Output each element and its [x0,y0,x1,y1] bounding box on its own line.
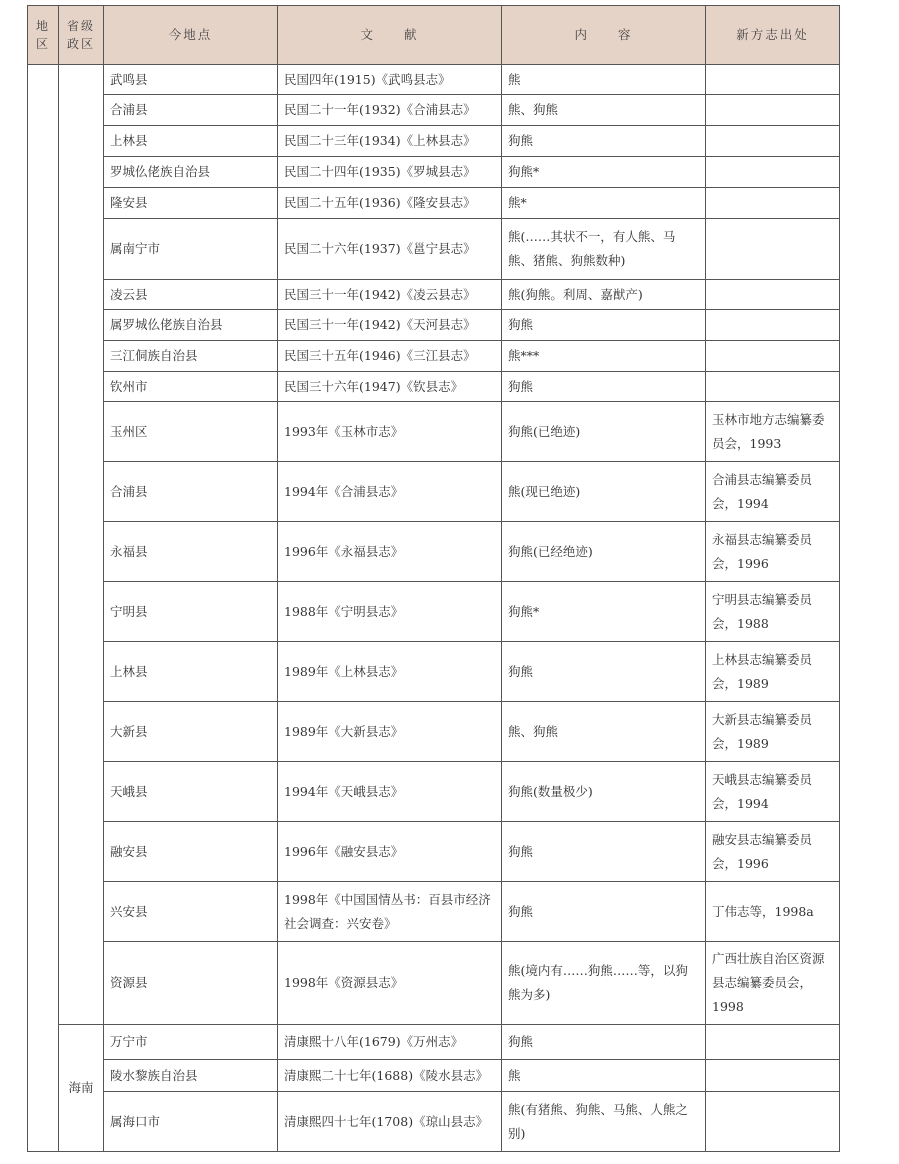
document-cell: 1998年《资源县志》 [278,942,502,1025]
content-cell: 熊、狗熊 [502,702,706,762]
table-row [28,126,840,157]
province-cell [59,65,104,1025]
place-cell: 属南宁市 [104,219,278,280]
document-cell: 清康熙四十七年(1708)《琼山县志》 [278,1092,502,1152]
header-document: 文 献 [278,6,502,65]
table-row [28,762,840,822]
place-cell: 上林县 [104,642,278,702]
header-content: 内 容 [502,6,706,65]
place-cell: 万宁市 [104,1025,278,1060]
content-cell: 狗熊* [502,157,706,188]
content-cell: 狗熊 [502,882,706,942]
header-place: 今地点 [104,6,278,65]
province-cell: 海南 [59,1025,104,1152]
source-cell: 大新县志编纂委员会，1989 [706,702,840,762]
table-row [28,942,840,1025]
source-cell: 宁明县志编纂委员会，1988 [706,582,840,642]
document-cell: 民国二十一年(1932)《合浦县志》 [278,95,502,126]
content-cell: 狗熊(数量极少) [502,762,706,822]
source-cell: 玉林市地方志编纂委员会，1993 [706,402,840,462]
document-cell: 1989年《大新县志》 [278,702,502,762]
document-cell: 1996年《融安县志》 [278,822,502,882]
table-row [28,882,840,942]
document-cell: 民国二十四年(1935)《罗城县志》 [278,157,502,188]
document-cell: 清康熙十八年(1679)《万州志》 [278,1025,502,1060]
table-row [28,341,840,372]
source-cell: 丁伟志等，1998a [706,882,840,942]
document-cell: 民国四年(1915)《武鸣县志》 [278,65,502,95]
content-cell: 熊 [502,1060,706,1092]
document-cell: 民国三十一年(1942)《天河县志》 [278,310,502,341]
document-cell: 1994年《合浦县志》 [278,462,502,522]
table-row [28,462,840,522]
content-cell: 熊(境内有……狗熊……等，以狗熊为多) [502,942,706,1025]
place-cell: 三江侗族自治县 [104,341,278,372]
region-cell [28,65,59,1152]
place-cell: 属海口市 [104,1092,278,1152]
source-cell: 合浦县志编纂委员会，1994 [706,462,840,522]
content-cell: 熊(现已绝迹) [502,462,706,522]
table-row [28,157,840,188]
document-cell: 1989年《上林县志》 [278,642,502,702]
document-cell: 1994年《天峨县志》 [278,762,502,822]
content-cell: 狗熊(已绝迹) [502,402,706,462]
source-cell: 融安县志编纂委员会，1996 [706,822,840,882]
table-row [28,1025,840,1060]
place-cell: 合浦县 [104,462,278,522]
place-cell: 玉州区 [104,402,278,462]
records-table [27,5,840,1152]
table-row [28,310,840,341]
place-cell: 兴安县 [104,882,278,942]
header-row [28,6,840,65]
document-cell: 1988年《宁明县志》 [278,582,502,642]
content-cell: 熊(有猪熊、狗熊、马熊、人熊之别) [502,1092,706,1152]
table-row [28,522,840,582]
document-cell: 民国二十六年(1937)《邕宁县志》 [278,219,502,280]
document-cell: 清康熙二十七年(1688)《陵水县志》 [278,1060,502,1092]
source-cell [706,341,840,372]
header-region: 地区 [28,6,59,65]
content-cell: 狗熊* [502,582,706,642]
source-cell: 天峨县志编纂委员会，1994 [706,762,840,822]
content-cell: 狗熊 [502,126,706,157]
table-row [28,95,840,126]
place-cell: 凌云县 [104,280,278,310]
table-row [28,280,840,310]
place-cell: 陵水黎族自治县 [104,1060,278,1092]
content-cell: 熊(……其状不一，有人熊、马熊、猪熊、狗熊数种) [502,219,706,280]
place-cell: 隆安县 [104,188,278,219]
source-cell: 永福县志编纂委员会，1996 [706,522,840,582]
place-cell: 武鸣县 [104,65,278,95]
document-cell: 1996年《永福县志》 [278,522,502,582]
content-cell: 狗熊 [502,822,706,882]
source-cell [706,65,840,95]
content-cell: 狗熊(已经绝迹) [502,522,706,582]
source-cell [706,157,840,188]
header-source: 新方志出处 [706,6,840,65]
source-cell [706,188,840,219]
document-cell: 民国二十五年(1936)《隆安县志》 [278,188,502,219]
table-header [28,6,840,65]
table-body [28,65,840,1152]
place-cell: 资源县 [104,942,278,1025]
source-cell: 广西壮族自治区资源县志编纂委员会，1998 [706,942,840,1025]
content-cell: 狗熊 [502,1025,706,1060]
place-cell: 罗城仫佬族自治县 [104,157,278,188]
table-row [28,822,840,882]
content-cell: 狗熊 [502,642,706,702]
source-cell [706,1025,840,1060]
table-row [28,219,840,280]
content-cell: 熊(狗熊。利周、嘉猷产) [502,280,706,310]
content-cell: 熊、狗熊 [502,95,706,126]
document-cell: 民国三十一年(1942)《凌云县志》 [278,280,502,310]
source-cell [706,1060,840,1092]
table-row [28,582,840,642]
source-cell [706,372,840,402]
place-cell: 属罗城仫佬族自治县 [104,310,278,341]
table-row [28,402,840,462]
source-cell [706,95,840,126]
content-cell: 熊* [502,188,706,219]
source-cell [706,219,840,280]
place-cell: 永福县 [104,522,278,582]
content-cell: 狗熊 [502,310,706,341]
table-row [28,65,840,95]
header-province: 省级政区 [59,6,104,65]
place-cell: 天峨县 [104,762,278,822]
table-row [28,702,840,762]
source-cell [706,280,840,310]
table-row [28,1092,840,1152]
table-row [28,188,840,219]
document-cell: 1993年《玉林市志》 [278,402,502,462]
document-cell: 1998年《中国国情丛书：百县市经济社会调查：兴安卷》 [278,882,502,942]
source-cell [706,126,840,157]
source-cell: 上林县志编纂委员会，1989 [706,642,840,702]
content-cell: 狗熊 [502,372,706,402]
content-cell: 熊*** [502,341,706,372]
table-row [28,372,840,402]
place-cell: 上林县 [104,126,278,157]
table-row [28,1060,840,1092]
source-cell [706,310,840,341]
document-cell: 民国三十五年(1946)《三江县志》 [278,341,502,372]
source-cell [706,1092,840,1152]
content-cell: 熊 [502,65,706,95]
document-cell: 民国三十六年(1947)《钦县志》 [278,372,502,402]
document-cell: 民国二十三年(1934)《上林县志》 [278,126,502,157]
place-cell: 融安县 [104,822,278,882]
place-cell: 大新县 [104,702,278,762]
place-cell: 钦州市 [104,372,278,402]
place-cell: 宁明县 [104,582,278,642]
place-cell: 合浦县 [104,95,278,126]
table-row [28,642,840,702]
